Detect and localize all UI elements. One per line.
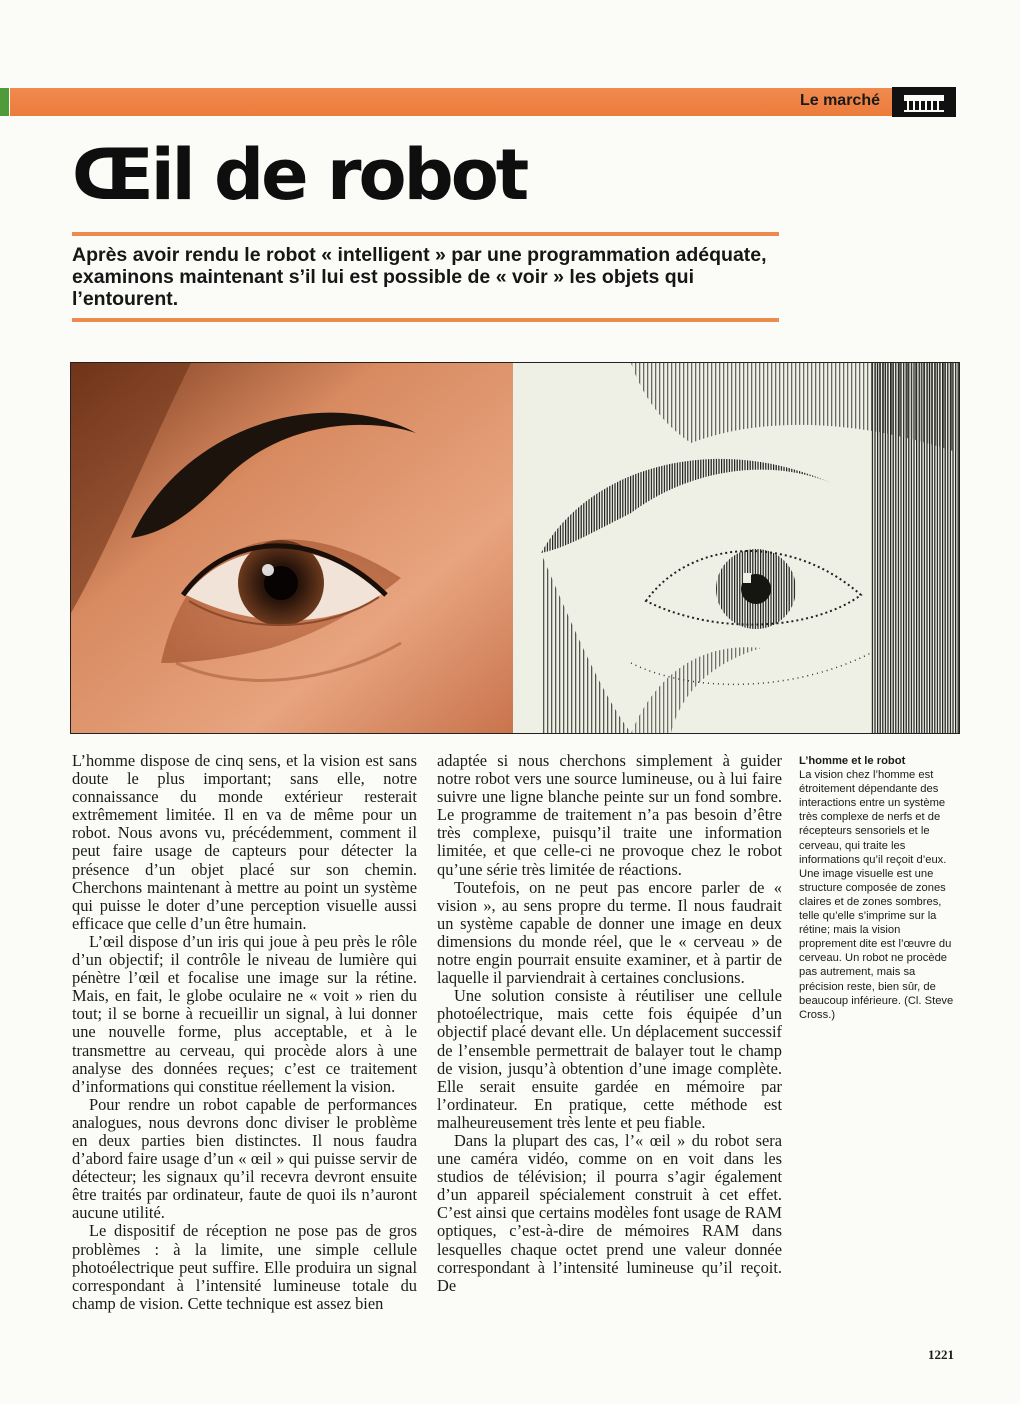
eye-figure: [70, 362, 960, 734]
caption-text: La vision chez l’homme est étroitement dépendante des interactions entre un système très complexe de nerfs et de récepteurs sensoriels et le cerveau, qui traite les informations qu’il reçoit d’eux. Une image visuelle est une structure composée de zones claires et de zones sombres, telle qu’elle s’imprime sur la rétine; mais la vision proprement dite est l’œuvre du cerveau. Un robot ne procède pas autrement, mais sa précision reste, bien sûr, de beaucoup inférieure.: [799, 769, 952, 1007]
paragraph: L’œil dispose d’un iris qui joue à peu près le rôle d’un objectif; il contrôle le niveau de lumière qui pénètre l’œil et focalise une image sur la rétine. Mais, en fait, le globe oculaire ne « voit » rien du tout; il se borne à recueillir un signal, à lui donner une nouvelle forme, plus acceptable, et à le transmettre au cerveau, qui procède alors à une analyse des données reçues; c’est ce traitement d’informations qui constitue réellement la vision.: [72, 931, 417, 1096]
paragraph: L’homme dispose de cinq sens, et la vision est sans doute le plus important; sans elle, notre connaissance du monde extérieur resterait extrêmement limitée. Il en va de même pour un robot. Nous avons vu, précédemment, comment il peut faire usage de capteurs pour détecter la présence d’un objet placé sur son chemin. Cherchons maintenant à mettre au point un système qui puisse le doter d’une perception visuelle aussi efficace que celle d’un être humain.: [72, 751, 417, 933]
paragraph: Une solution consiste à réutiliser une cellule photoélectrique, mais cette fois équipée d’un objectif placé devant elle. Un déplacement successif de l’ensemble permettrait de balayer tout le champ de vision, jusqu’à obtention d’une image complète. Elle serait ensuite gardée en mémoire par l’ordinateur. En pratique, cette méthode est malheureusement très lente et peu fiable.: [437, 986, 782, 1132]
computer-chip-icon: [892, 87, 956, 117]
caption-title: L’homme et le robot: [799, 755, 906, 767]
section-header: [10, 88, 956, 116]
paragraph: adaptée si nous cherchons simplement à guider notre robot vers une source lumineuse, ou à lui faire suivre une ligne blanche peinte sur un fond sombre. Le programme de traitement n’a pas besoin d’être très complexe, puisqu’il traite une information limitée, et que celle-ci ne provoque chez le robot qu’une série très limitée de réactions.: [437, 751, 782, 879]
human-eye-illustration: [71, 363, 513, 733]
article-title: Œil de robot: [72, 134, 527, 216]
body-column-2: [437, 752, 782, 1295]
digitized-eye-scan: [513, 363, 959, 733]
title-rule: [72, 232, 779, 236]
paragraph: Toutefois, on ne peut pas encore parler de « vision », au sens propre du terme. Il nous faudrait un système capable de donner une image en deux dimensions du monde réel, que le « cerveau » de notre engin pourrait ensuite examiner, et à partir de laquelle il parviendrait à certaines conclusions.: [437, 877, 782, 988]
caption-credit: (Cl. Steve Cross.): [799, 994, 954, 1021]
lead-rule: [72, 318, 779, 322]
margin-tab: [0, 88, 9, 116]
paragraph: Pour rendre un robot capable de performances analogues, nous devrons donc diviser le problème en deux parties bien distinctes. Il nous faudra d’abord faire usage d’un « œil » qui puisse servir de détecteur; les signaux qu’il recevra devront ensuite être traités par ordinateur, faute de quoi ils n’auront aucune utilité.: [72, 1094, 417, 1223]
page-number: 1221: [928, 1347, 954, 1362]
paragraph: Le dispositif de réception ne pose pas de gros problèmes : à la limite, une simple cellule photoélectrique peut suffire. Elle produira un signal correspondant à l’intensité lumineuse totale du champ de vision. Cette technique est assez bien: [72, 1221, 417, 1313]
paragraph: Dans la plupart des cas, l’« œil » du robot sera une caméra vidéo, comme on en voit dans les studios de télévision; il pourra s’agir également d’un appareil spécialement construit à cet effet. C’est ainsi que certains modèles font usage de RAM optiques, c’est-à-dire de mémoires RAM dans lesquelles chaque octet prend une valeur donnée correspondant à l’intensité lumineuse qu’il reçoit. De: [437, 1130, 782, 1295]
section-label: Le marché: [799, 92, 880, 109]
lead-paragraph: Après avoir rendu le robot « intelligent » par une programmation adéquate, examinons maintenant s’il lui est possible de « voir » les objets qui l’entourent.: [72, 244, 767, 310]
body-column-1: [72, 752, 417, 1313]
figure-caption: [799, 754, 959, 1022]
